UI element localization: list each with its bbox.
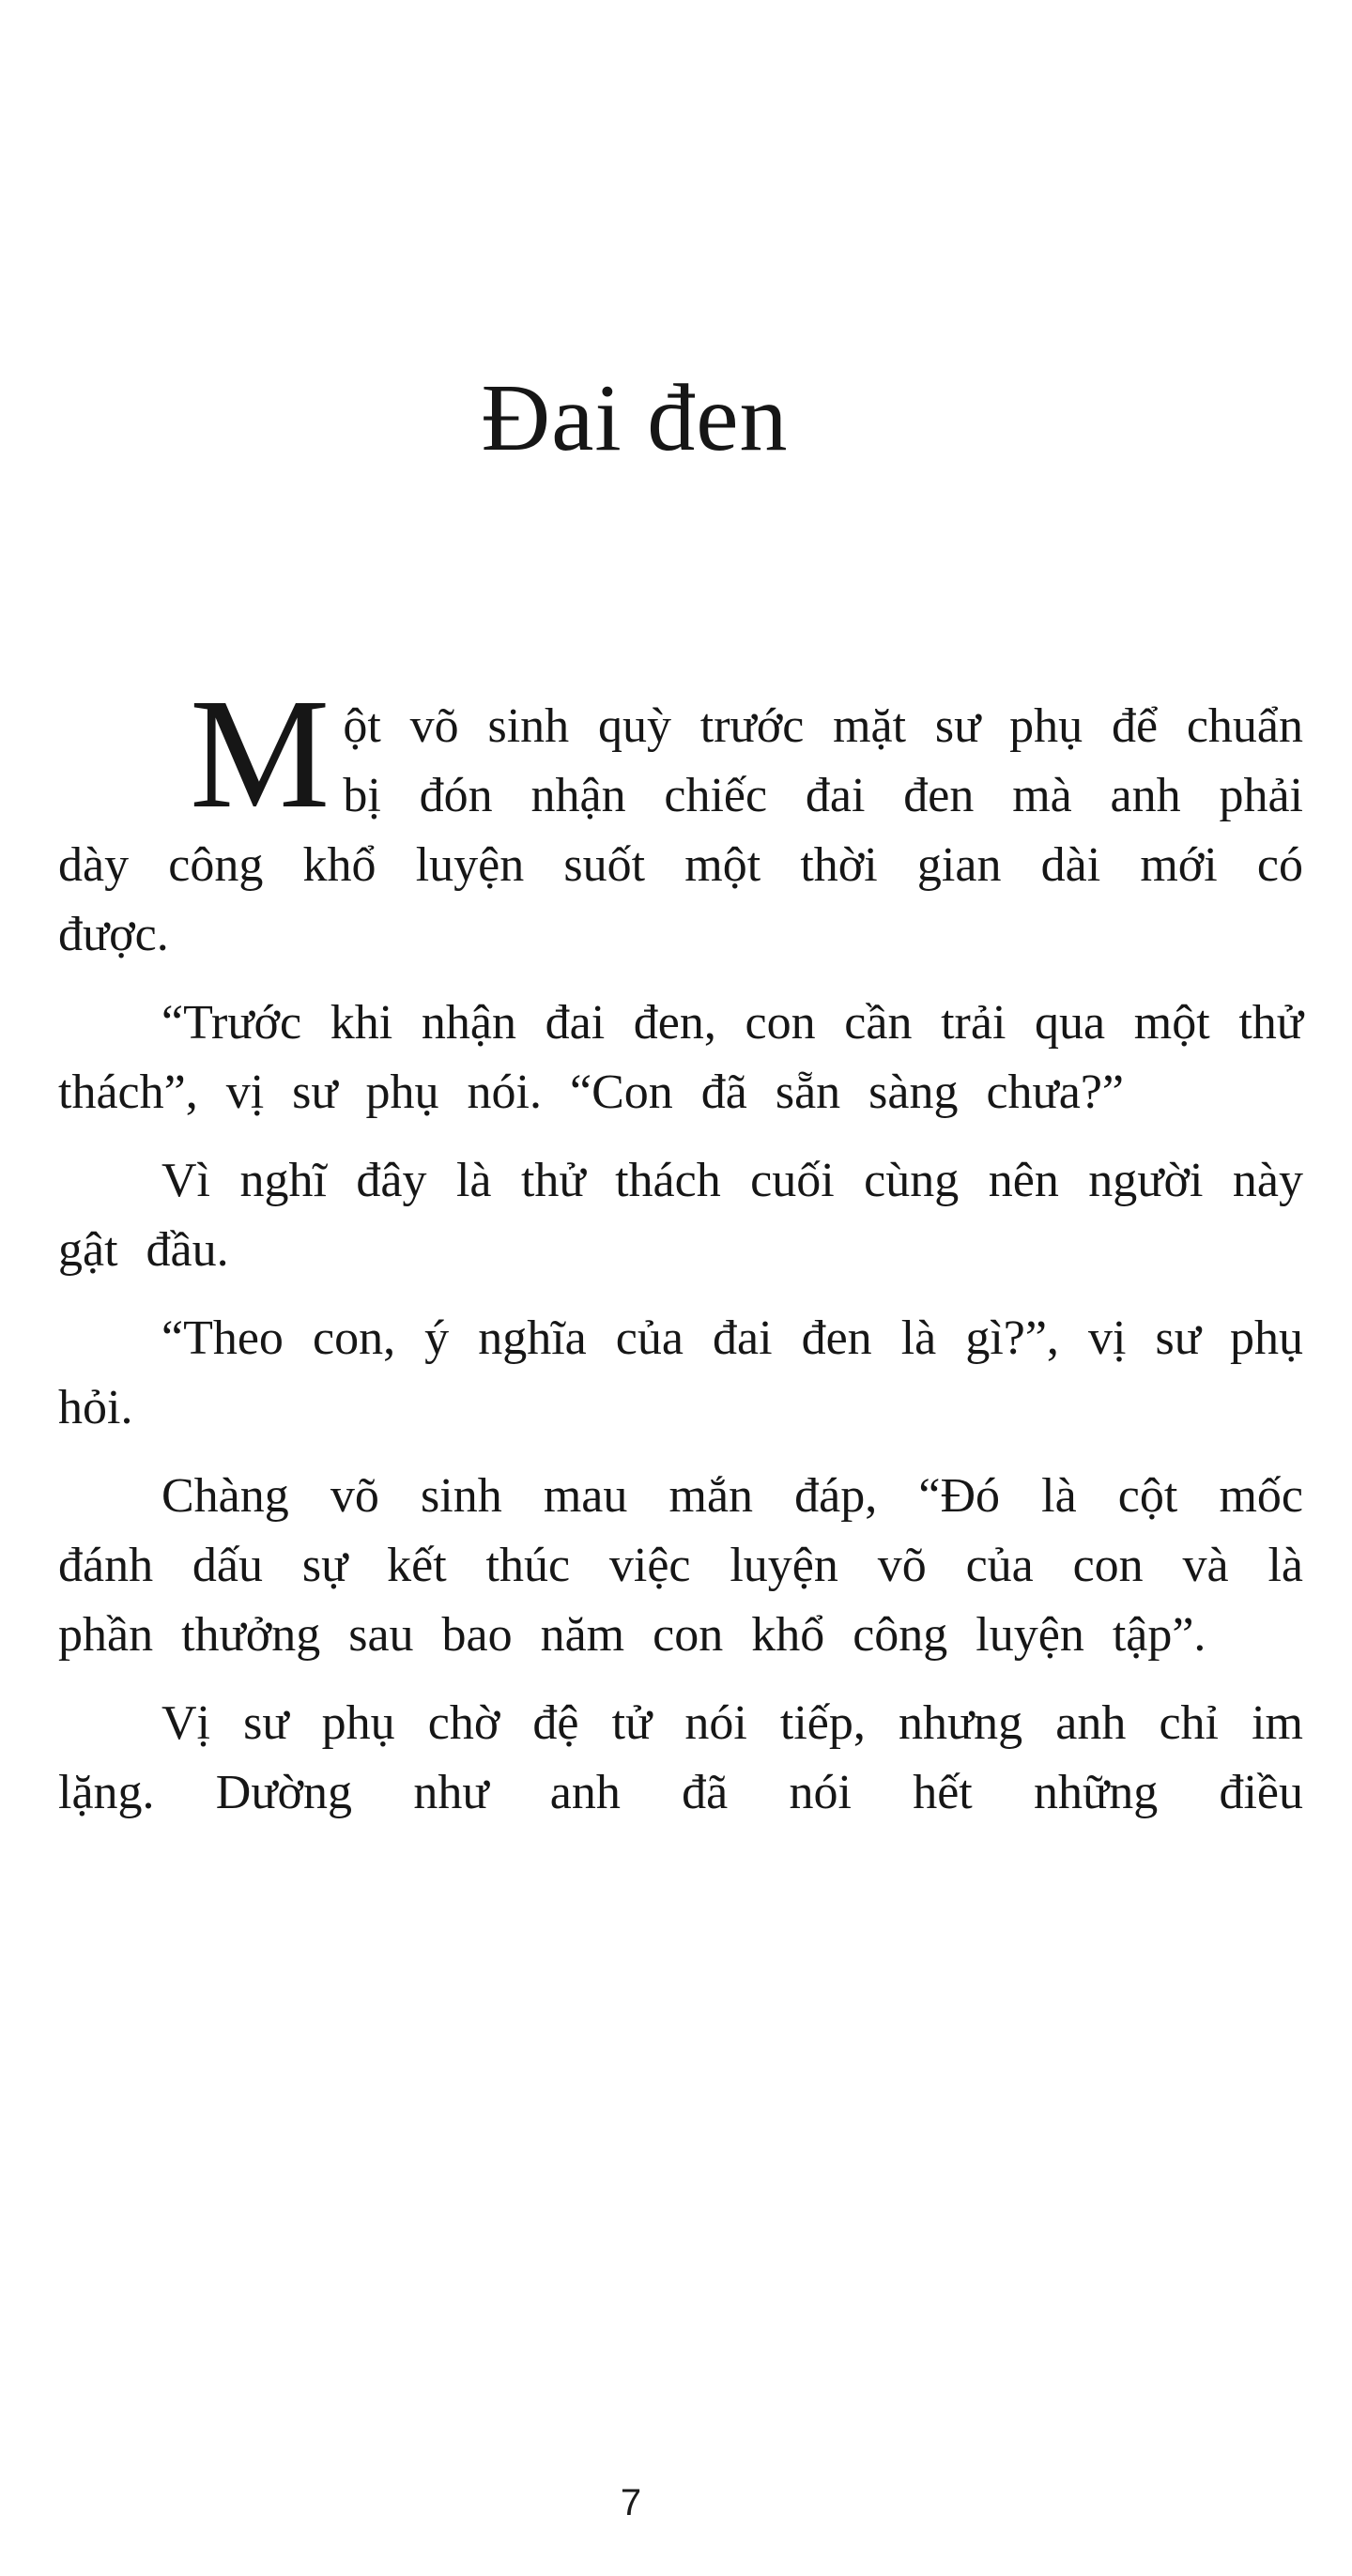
paragraph-3: Vì nghĩ đây là thử thách cuối cùng nên người này gật đầu. — [58, 1154, 1303, 1278]
paragraph-5: Chàng võ sinh mau mắn đáp, “Đó là cột mốc đánh dấu sự kết thúc việc luyện võ của con và là phần thưởng sau bao năm con khổ công luyện tập”. — [58, 1469, 1303, 1663]
page-number: 7 — [620, 2482, 642, 2523]
drop-cap: M — [190, 667, 330, 842]
paragraph-4: “Theo con, ý nghĩa của đai đen là gì?”, vị sư phụ hỏi. — [58, 1311, 1303, 1435]
book-page-scan — [0, 365, 1352, 2576]
paragraph-6: Vị sư phụ chờ đệ tử nói tiếp, nhưng anh chỉ im lặng. Dường như anh đã nói hết những điều — [58, 1696, 1303, 1820]
paragraph-2: “Trước khi nhận đai đen, con cần trải qua một thử thách”, vị sư phụ nói. “Con đã sẵn sàng chưa?” — [58, 996, 1303, 1120]
chapter-title: Đai đen — [481, 365, 789, 471]
paragraph-1 — [58, 667, 1303, 970]
body-text — [58, 667, 1303, 1828]
paragraph-1-text: ột võ sinh quỳ trước mặt sư phụ để chuẩn bị đón nhận chiếc đai đen mà anh phải dày công khổ luyện suốt một thời gian dài mới có được. — [58, 699, 1303, 962]
